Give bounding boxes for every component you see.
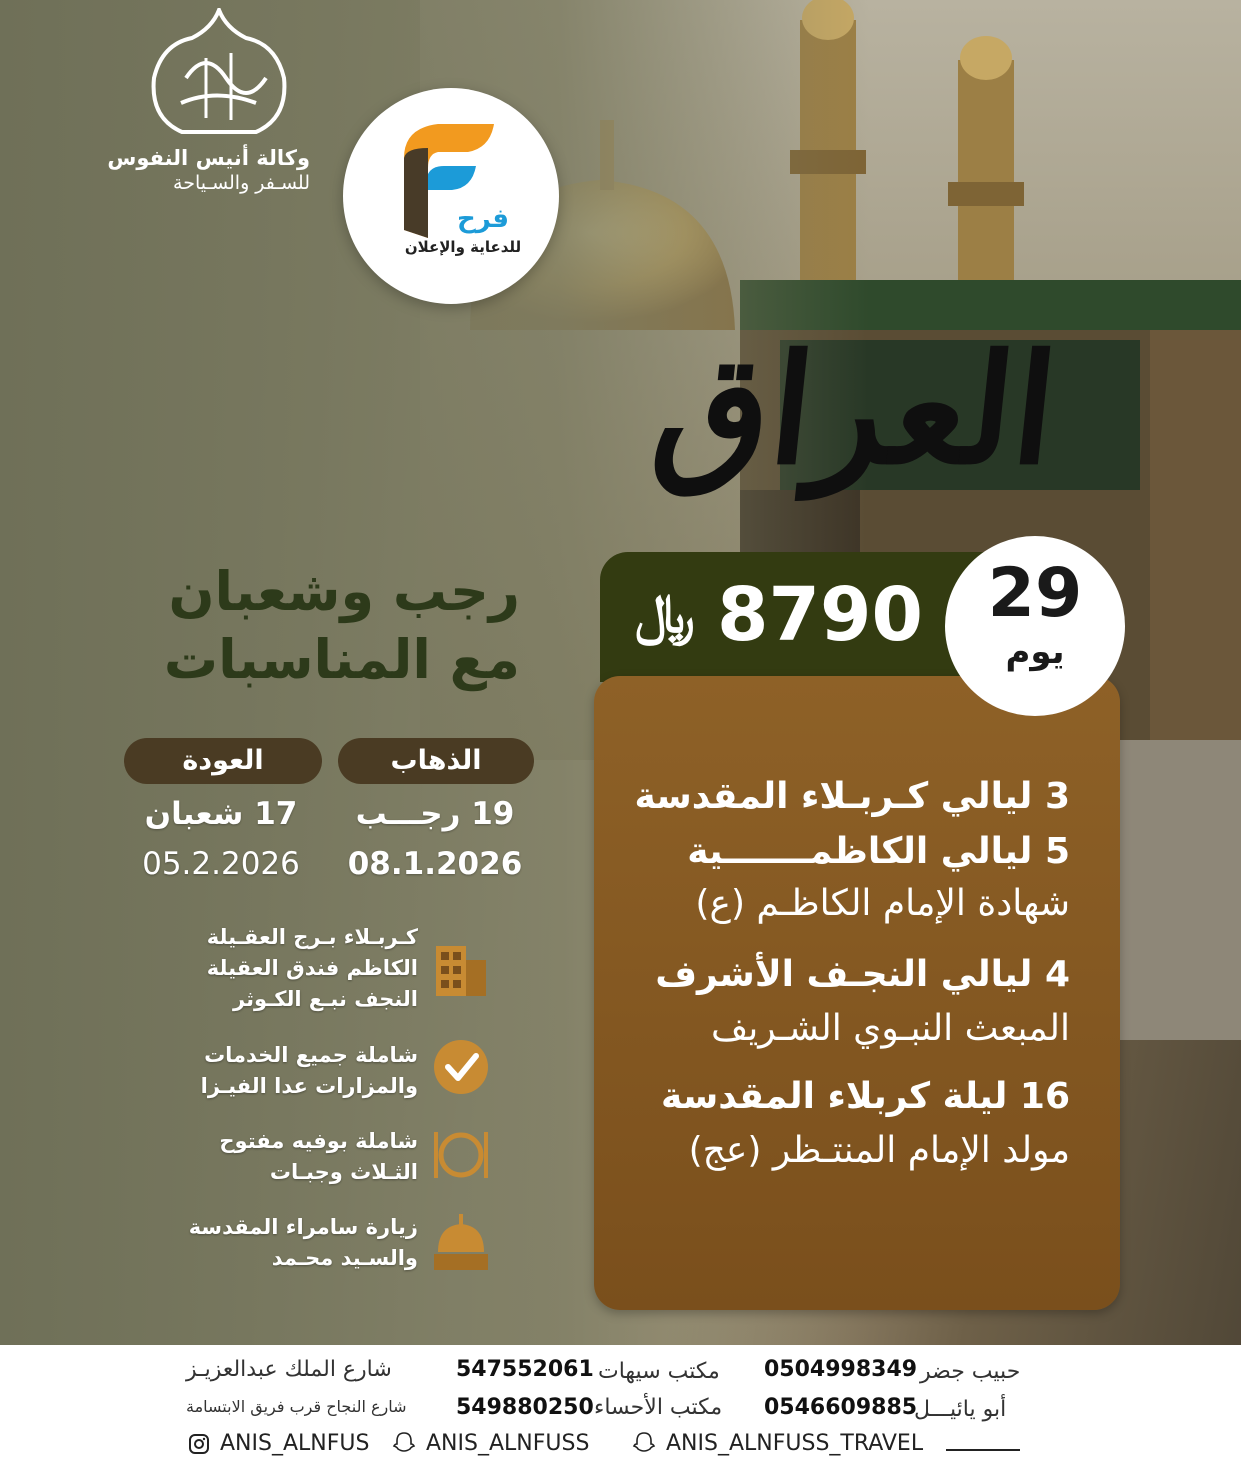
headline-line-1: رجب وشعبان [168,560,520,623]
price-amount: 8790 [717,572,923,658]
contact-address: شارع الملك عبدالعزيـز [186,1357,392,1382]
contact-name: أبو يائيـــل [914,1397,1007,1422]
itinerary-note: مولد الإمام المنتـظر (عج) [688,1130,1070,1171]
instagram-icon[interactable] [188,1433,210,1455]
feature-samarra [150,1212,418,1274]
itinerary-note: المبعث النبـوي الشـريف [710,1008,1070,1049]
snapchat-icon[interactable] [392,1431,416,1455]
feature-line: زيارة سامراء المقدسة [188,1215,418,1239]
feature-line: النجف نبـع الكـوثر [233,987,418,1011]
departure-label: الذهاب [338,738,534,784]
ad-agency-subtitle: للدعاية والإعلان [404,238,522,256]
instagram-handle[interactable]: ANIS_ALNFUS [220,1431,370,1456]
snapchat-icon[interactable] [632,1431,656,1455]
duration-badge [945,536,1125,716]
feature-line: والسـيد محـمد [271,1246,418,1270]
headline-line-2: مع المناسبات [163,628,520,691]
itinerary-item: 16 ليلة كربلاء المقدسة [661,1076,1070,1117]
agency-emblem-icon [146,8,292,138]
feature-line: والمزارات عدا الفيـزا [200,1074,418,1098]
destination-title: العراق [645,322,1065,498]
contact-phone[interactable]: 549880250 [456,1395,594,1420]
departure-gregorian: 08.1.2026 [347,846,523,882]
feature-line: الكاظم فندق العقيلة [206,956,418,980]
feature-hotels [150,922,418,1015]
contact-name: مكتب الأحساء [594,1395,723,1420]
duration-days: 29 [987,554,1083,633]
contact-address: شارع النجاح قرب فريق الابتسامة [186,1397,407,1416]
snapchat-handle[interactable]: ANIS_ALNFUSS [426,1431,590,1456]
departure-hijri: 19 رجـــب [355,796,515,832]
shrine-icon [430,1212,492,1274]
feature-line: شاملة جميع الخدمات [204,1043,418,1067]
feature-services [150,1040,418,1102]
duration-label: يوم [1005,632,1065,672]
return-hijri: 17 شعبان [144,796,298,832]
contact-phone[interactable]: 0546609885 [764,1395,918,1420]
feature-line: شاملة بوفيه مفتوح [219,1129,418,1153]
agency-subtitle: للسـفر والسـياحة [173,172,310,194]
hotel-icon [430,938,492,1000]
feature-line: كـربـلاء بـرج العقـيلة [206,925,418,949]
ad-agency-logo [343,88,559,304]
feature-meals [150,1126,418,1188]
itinerary-note: شهادة الإمام الكاظـم (ع) [695,883,1070,924]
return-label: العودة [124,738,322,784]
ad-agency-name: فرح [457,204,509,234]
itinerary-item: 3 ليالي كـربـلاء المقدسة [634,776,1070,817]
itinerary-panel [594,676,1120,1310]
itinerary-item: 4 ليالي النجـف الأشرف [655,954,1070,995]
footer-divider [946,1449,1020,1451]
return-gregorian: 05.2.2026 [142,846,300,882]
itinerary-item: 5 ليالي الكاظمـــــــية [687,831,1070,872]
snapchat-travel-handle[interactable]: ANIS_ALNFUSS_TRAVEL [666,1431,924,1456]
contact-phone[interactable]: 0504998349 [764,1357,918,1382]
contact-footer [0,1345,1241,1470]
meal-icon [430,1124,492,1186]
contact-name: مكتب سيهات [598,1359,720,1384]
agency-name: وكالة أنيس النفوس [107,146,310,170]
contact-phone[interactable]: 547552061 [456,1357,594,1382]
check-icon [430,1036,492,1098]
riyal-icon: ﷼ [635,582,695,645]
feature-line: الثـلاث وجبـات [269,1160,418,1184]
contact-name: حبيب جضر [920,1359,1021,1384]
